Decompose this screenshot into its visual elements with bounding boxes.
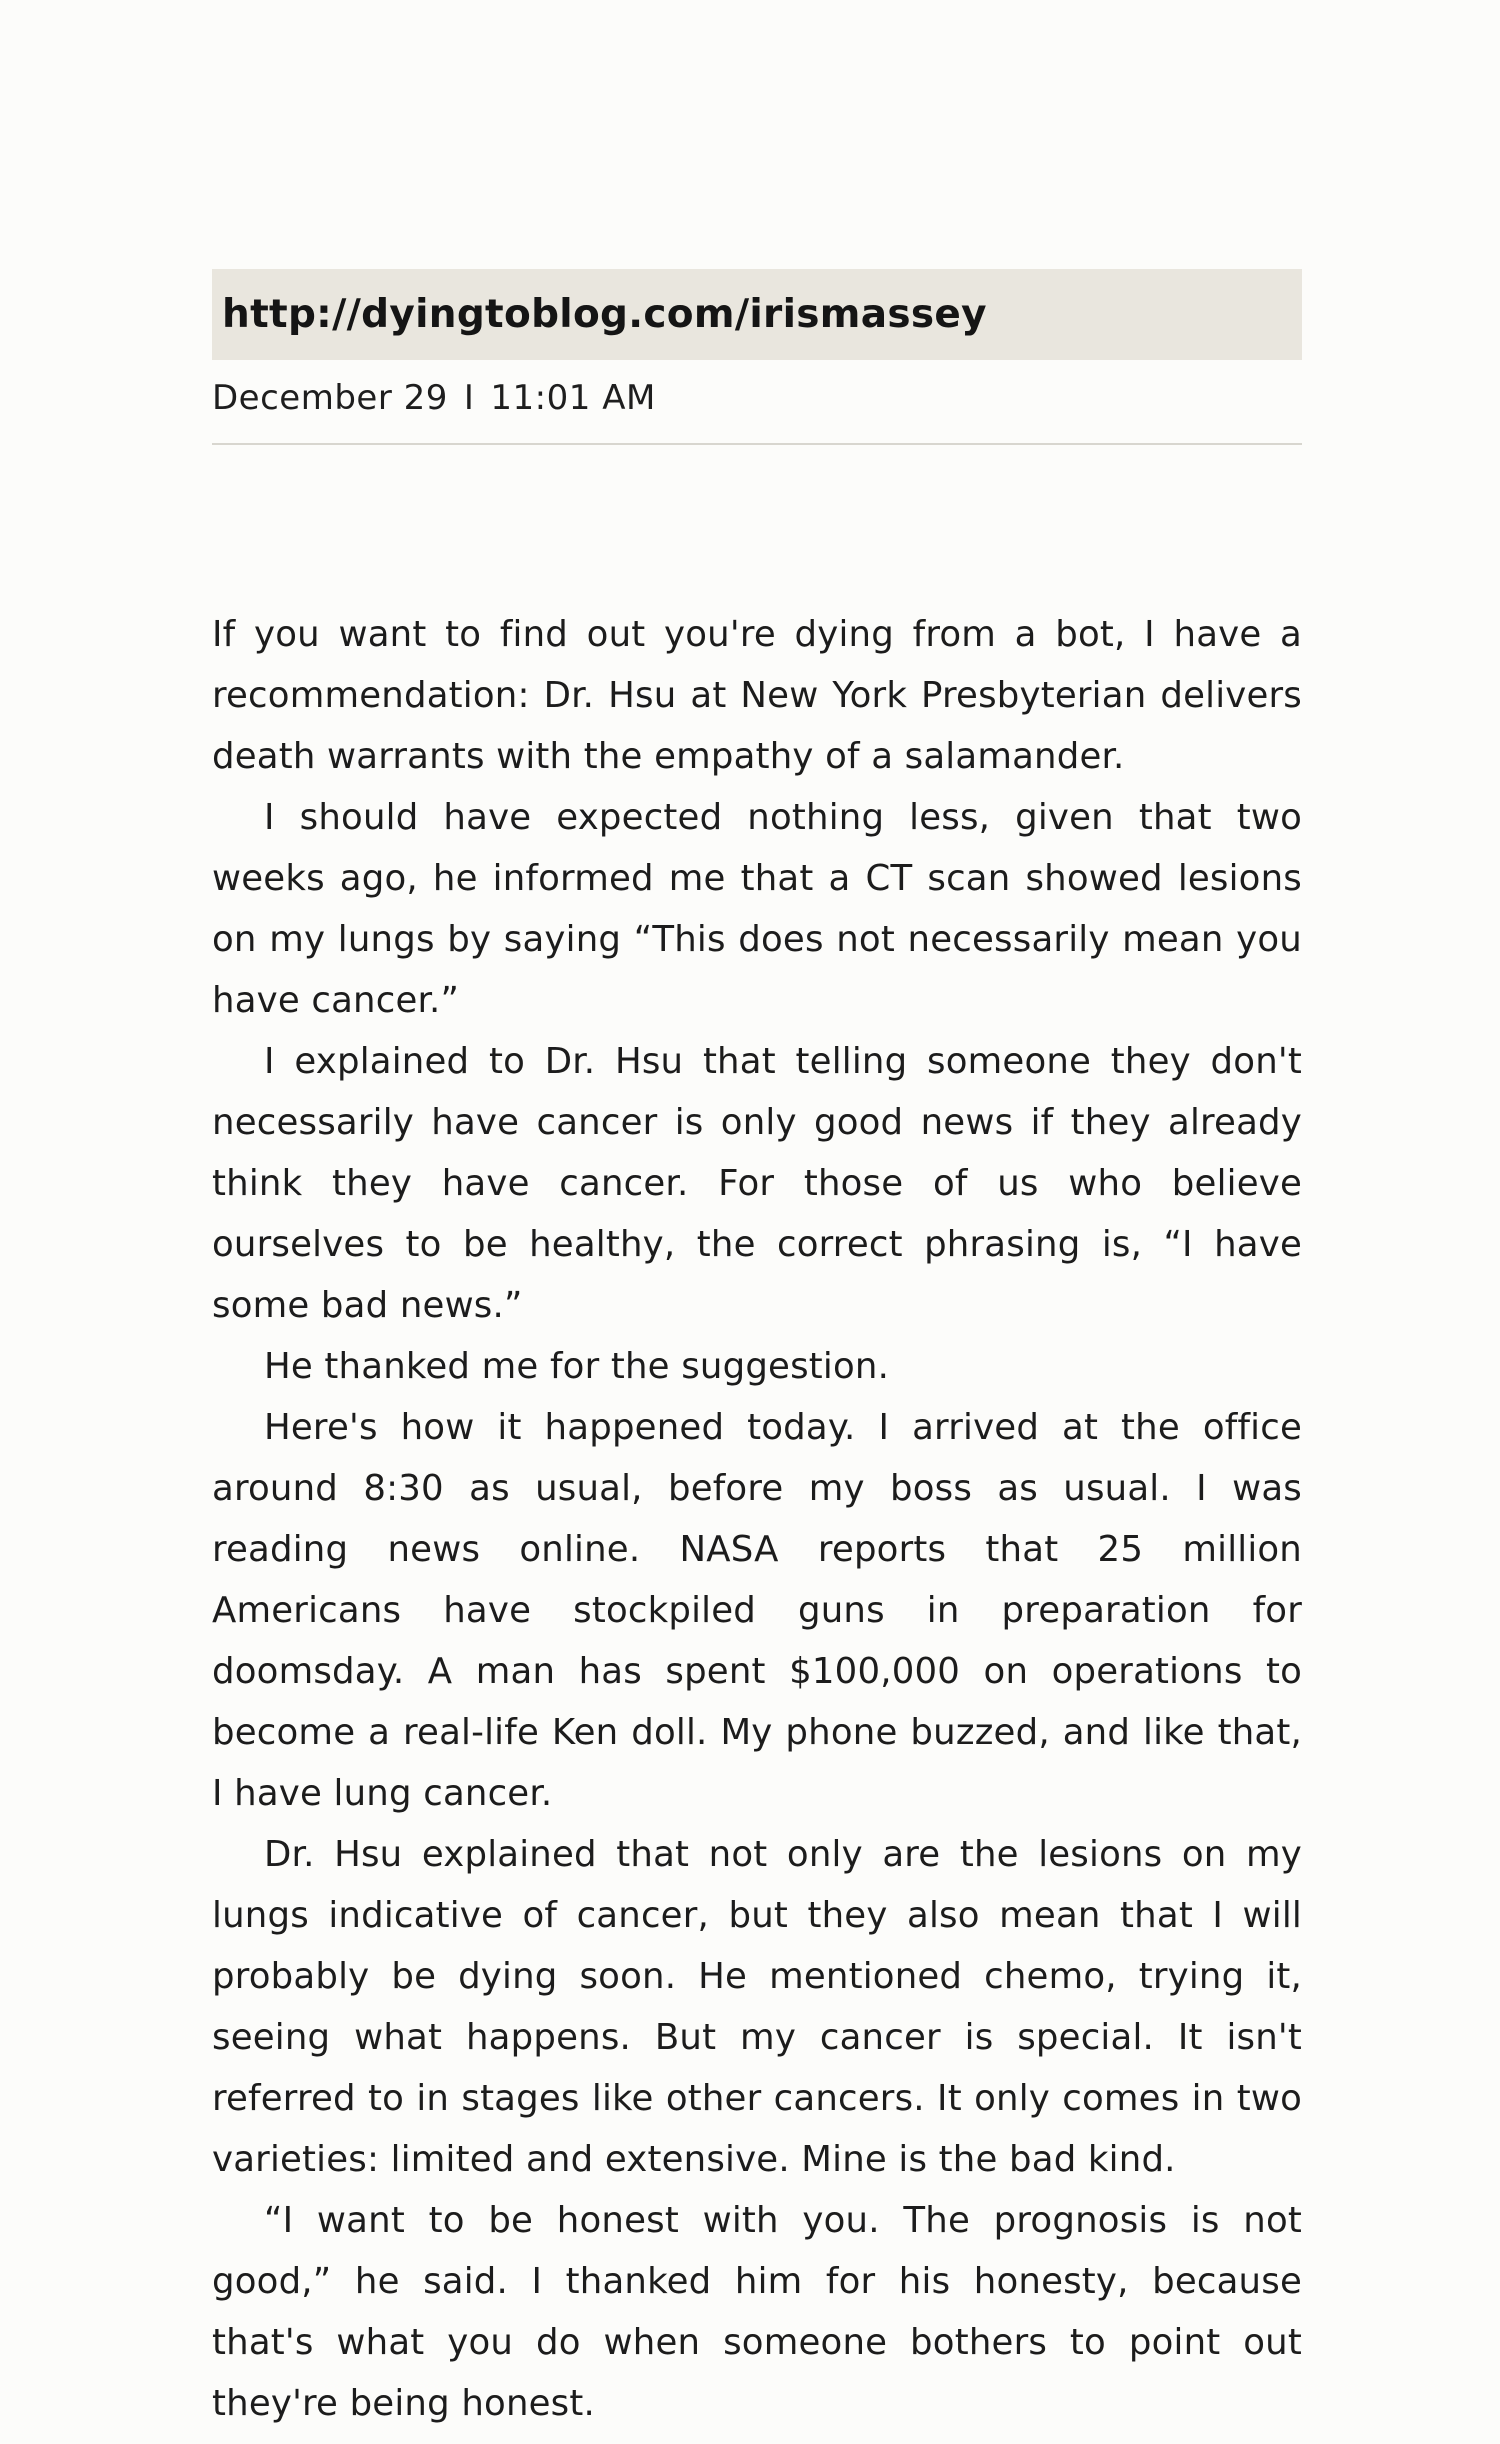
paragraph: I explained to Dr. Hsu that telling someone they don't necessarily have cancer is only good news if they already think they have cancer. For those of us who believe ourselves to be healthy, the correct phrasing is, “I have some bad news.” [212,1041,1302,1326]
post-date: December 29 [212,378,448,418]
date-time-separator: I [463,378,475,418]
paragraph: If you want to find out you're dying from a bot, I have a recommendation: Dr. Hsu at New York Presbyterian delivers death warrants with the empathy of a salamander. [212,614,1302,777]
paragraph: I should have expected nothing less, given that two weeks ago, he informed me that a CT scan showed lesions on my lungs by saying “This does not necessarily mean you have cancer.” [212,797,1302,1021]
blog-url-banner [212,269,1302,360]
blog-url: http://dyingtoblog.com/irismassey [222,292,987,337]
post-dateline [212,378,656,418]
paragraph: He thanked me for the suggestion. [264,1346,890,1387]
header-divider [212,443,1302,445]
paragraph: Dr. Hsu explained that not only are the lesions on my lungs indicative of cancer, but they also mean that I will probably be dying soon. He mentioned chemo, trying it, seeing what happens. But my cancer is special. It isn't referred to in stages like other cancers. It only comes in two varieties: limited and extensive. Mine is the bad kind. [212,1834,1302,2180]
paragraph: “I want to be honest with you. The prognosis is not good,” he said. I thanked him for his honesty, because that's what you do when someone bothers to point out they're being honest. [212,2200,1302,2424]
post-body [212,604,1302,2434]
post-time: 11:01 AM [490,378,656,418]
paragraph: Here's how it happened today. I arrived at the office around 8:30 as usual, before my boss as usual. I was reading news online. NASA reports that 25 million Americans have stockpiled guns in preparation for doomsday. A man has spent $100,000 on operations to become a real-life Ken doll. My phone buzzed, and like that, I have lung cancer. [212,1407,1302,1814]
